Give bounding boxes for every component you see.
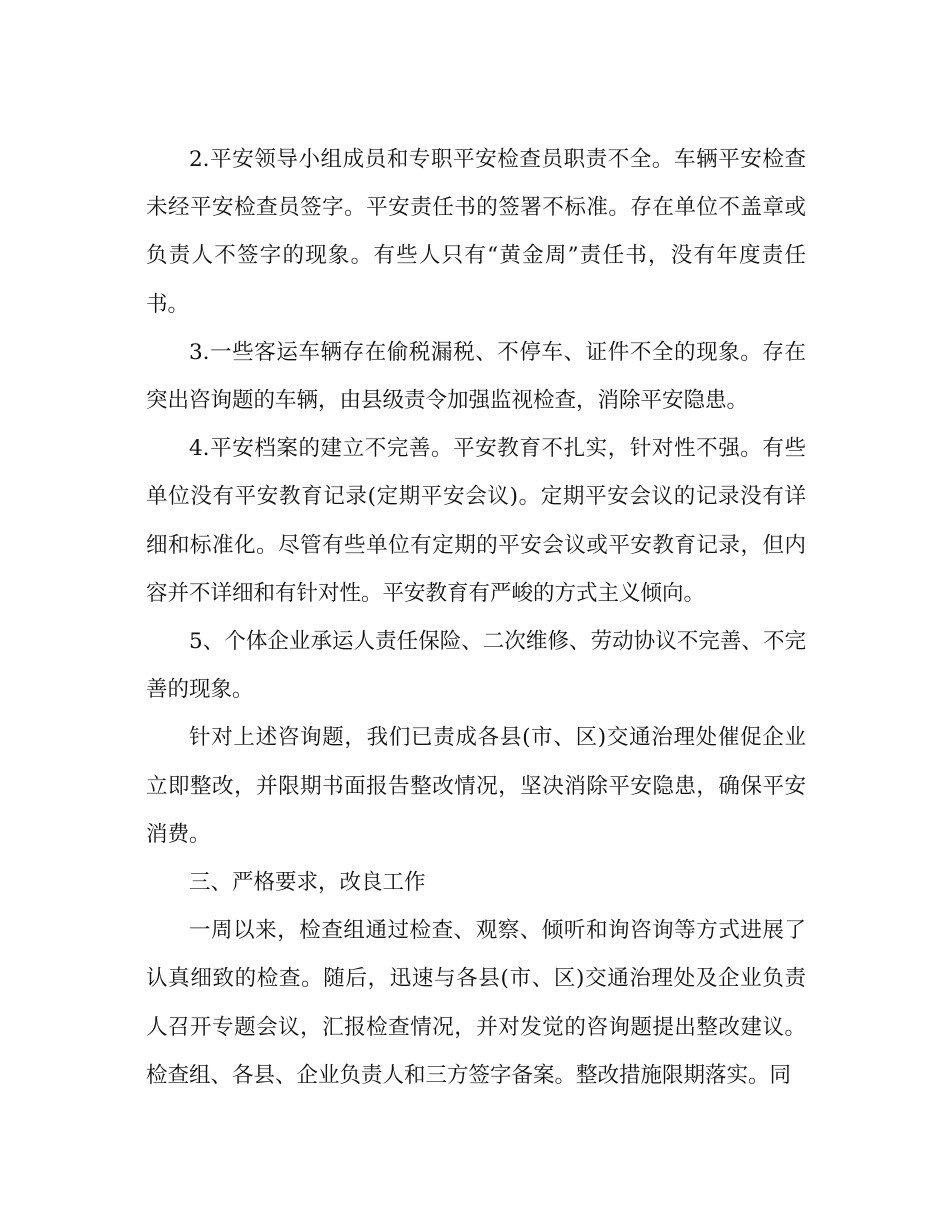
paragraph-item-2: 2.平安领导小组成员和专职平安检查员职责不全。车辆平安检查未经平安检查员签字。平安责任书的签署不标准。存在单位不盖章或负责人不签字的现象。有些人只有“黄金周”责任书，没有年度责任书。 — [146, 147, 806, 317]
paragraph-inspection-summary: 一周以来，检查组通过检查、观察、倾听和询咨询等方式进展了认真细致的检查。随后，迅速与各县(市、区)交通治理处及企业负责人召开专题会议，汇报检查情况，并对发觉的咨询题提出整改建议。检查组、各县、企业负责人和三方签字备案。整改措施限期落实。同 — [146, 918, 806, 1088]
document-body — [146, 136, 806, 1100]
paragraph-item-4: 4.平安档案的建立不完善。平安教育不扎实，针对性不强。有些单位没有平安教育记录(定期平安会议)。定期平安会议的记录没有详细和标准化。尽管有些单位有定期的平安会议或平安教育记录，但内容并不详细和有针对性。平安教育有严峻的方式主义倾向。 — [146, 436, 806, 606]
paragraph-item-3: 3.一些客运车辆存在偷税漏税、不停车、证件不全的现象。存在突出咨询题的车辆，由县级责令加强监视检查，消除平安隐患。 — [146, 339, 806, 414]
section-heading: 三、严格要求，改良工作 — [189, 870, 426, 896]
paragraph-rectification: 针对上述咨询题，我们已责成各县(市、区)交通治理处催促企业立即整改，并限期书面报告整改情况，坚决消除平安隐患，确保平安消费。 — [146, 725, 806, 847]
paragraph-item-5: 5、个体企业承运人责任保险、二次维修、劳动协议不完善、不完善的现象。 — [146, 629, 806, 703]
